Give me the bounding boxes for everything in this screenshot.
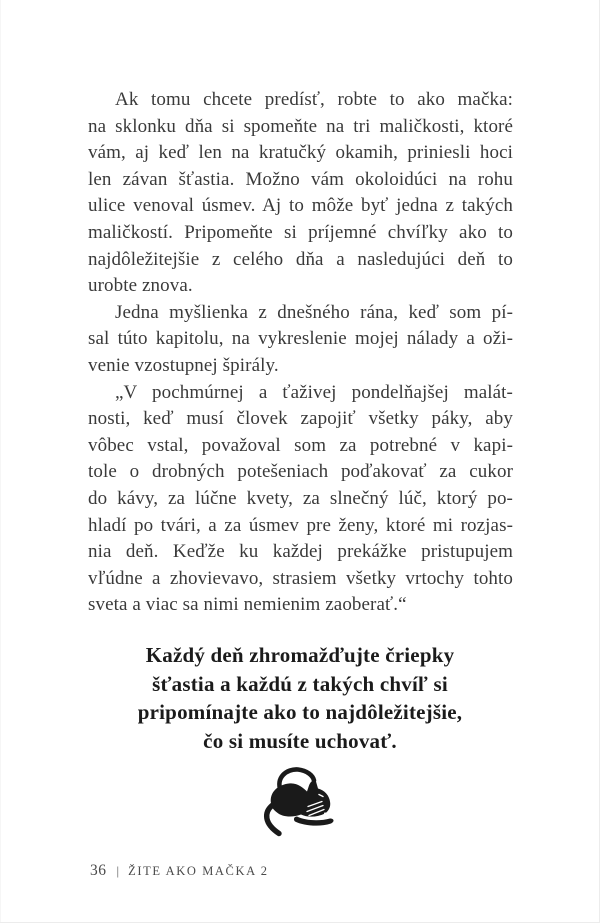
text-line: najdôležitejšie z celého dňa a nasledujúci deň to — [88, 248, 513, 270]
text-line: na sklonku dňa si spomeňte na tri maličkosti, ktoré — [88, 115, 513, 137]
text-line: vôbec vstal, považoval som za potrebné v kapi- — [88, 434, 513, 456]
text-line: ulice venoval úsmev. Aj to môže byť jedna z takých — [88, 195, 513, 217]
paragraph — [88, 87, 513, 300]
text-line: hladí po tvári, a za úsmev pre ženy, ktoré mi rozjas- — [88, 514, 513, 536]
page-footer — [90, 862, 515, 880]
text-line: do kávy, za lúčne kvety, za slnečný lúč, ktorý po- — [88, 487, 513, 509]
footer-separator: | — [116, 863, 120, 878]
callout-quote — [0, 641, 600, 755]
text-line: tole o drobných potešeniach poďakovať za cukor — [88, 461, 513, 483]
paragraph — [88, 380, 513, 619]
text-line: venie vzostupnej špirály. — [88, 354, 279, 376]
text-line: maličkostí. Pripomeňte si príjemné chvíľky ako to — [88, 221, 513, 243]
paragraph — [88, 300, 513, 380]
text-line: nia deň. Keďže ku každej prekážke pristupujem — [88, 541, 513, 563]
text-line: len závan šťastia. Možno vám okoloidúci na rohu — [88, 168, 513, 190]
text-line: „V pochmúrnej a ťaživej pondelňajšej malát- — [115, 381, 513, 403]
text-line: sveta a viac sa nimi nemienim zaoberať.“ — [88, 594, 407, 616]
cat-illustration — [237, 763, 367, 851]
callout-line: čo si musíte uchovať. — [203, 728, 397, 753]
black-cat-icon — [237, 763, 367, 851]
callout-line: pripomínajte ako to najdôležitejšie, — [137, 700, 463, 724]
text-line: vám, aj keď len na kratučký okamih, priniesli hoci — [88, 142, 513, 164]
text-line: sal túto kapitolu, na vykreslenie mojej nálady a oži- — [88, 328, 513, 350]
cat-mouth — [325, 814, 334, 817]
callout-line: šťastia a každú z takých chvíľ si — [152, 671, 448, 696]
text-line: Jedna myšlienka z dnešného rána, keď som pí- — [115, 301, 513, 323]
text-line: urobte znova. — [88, 275, 193, 297]
body-text — [88, 87, 513, 619]
text-line: nosti, keď musí človek zapojiť všetky páky, aby — [88, 408, 513, 430]
book-title: ŽITE AKO MAČKA 2 — [128, 864, 269, 878]
cat-paw — [294, 817, 334, 826]
text-line: Ak tomu chcete predísť, robte to ako mačka: — [115, 89, 513, 110]
callout-line: Každý deň zhromažďujte čriepky — [145, 643, 455, 667]
text-line: vľúdne a zhovievavo, strasiem všetky vrtochy tohto — [88, 567, 513, 589]
page-number: 36 — [90, 862, 107, 879]
